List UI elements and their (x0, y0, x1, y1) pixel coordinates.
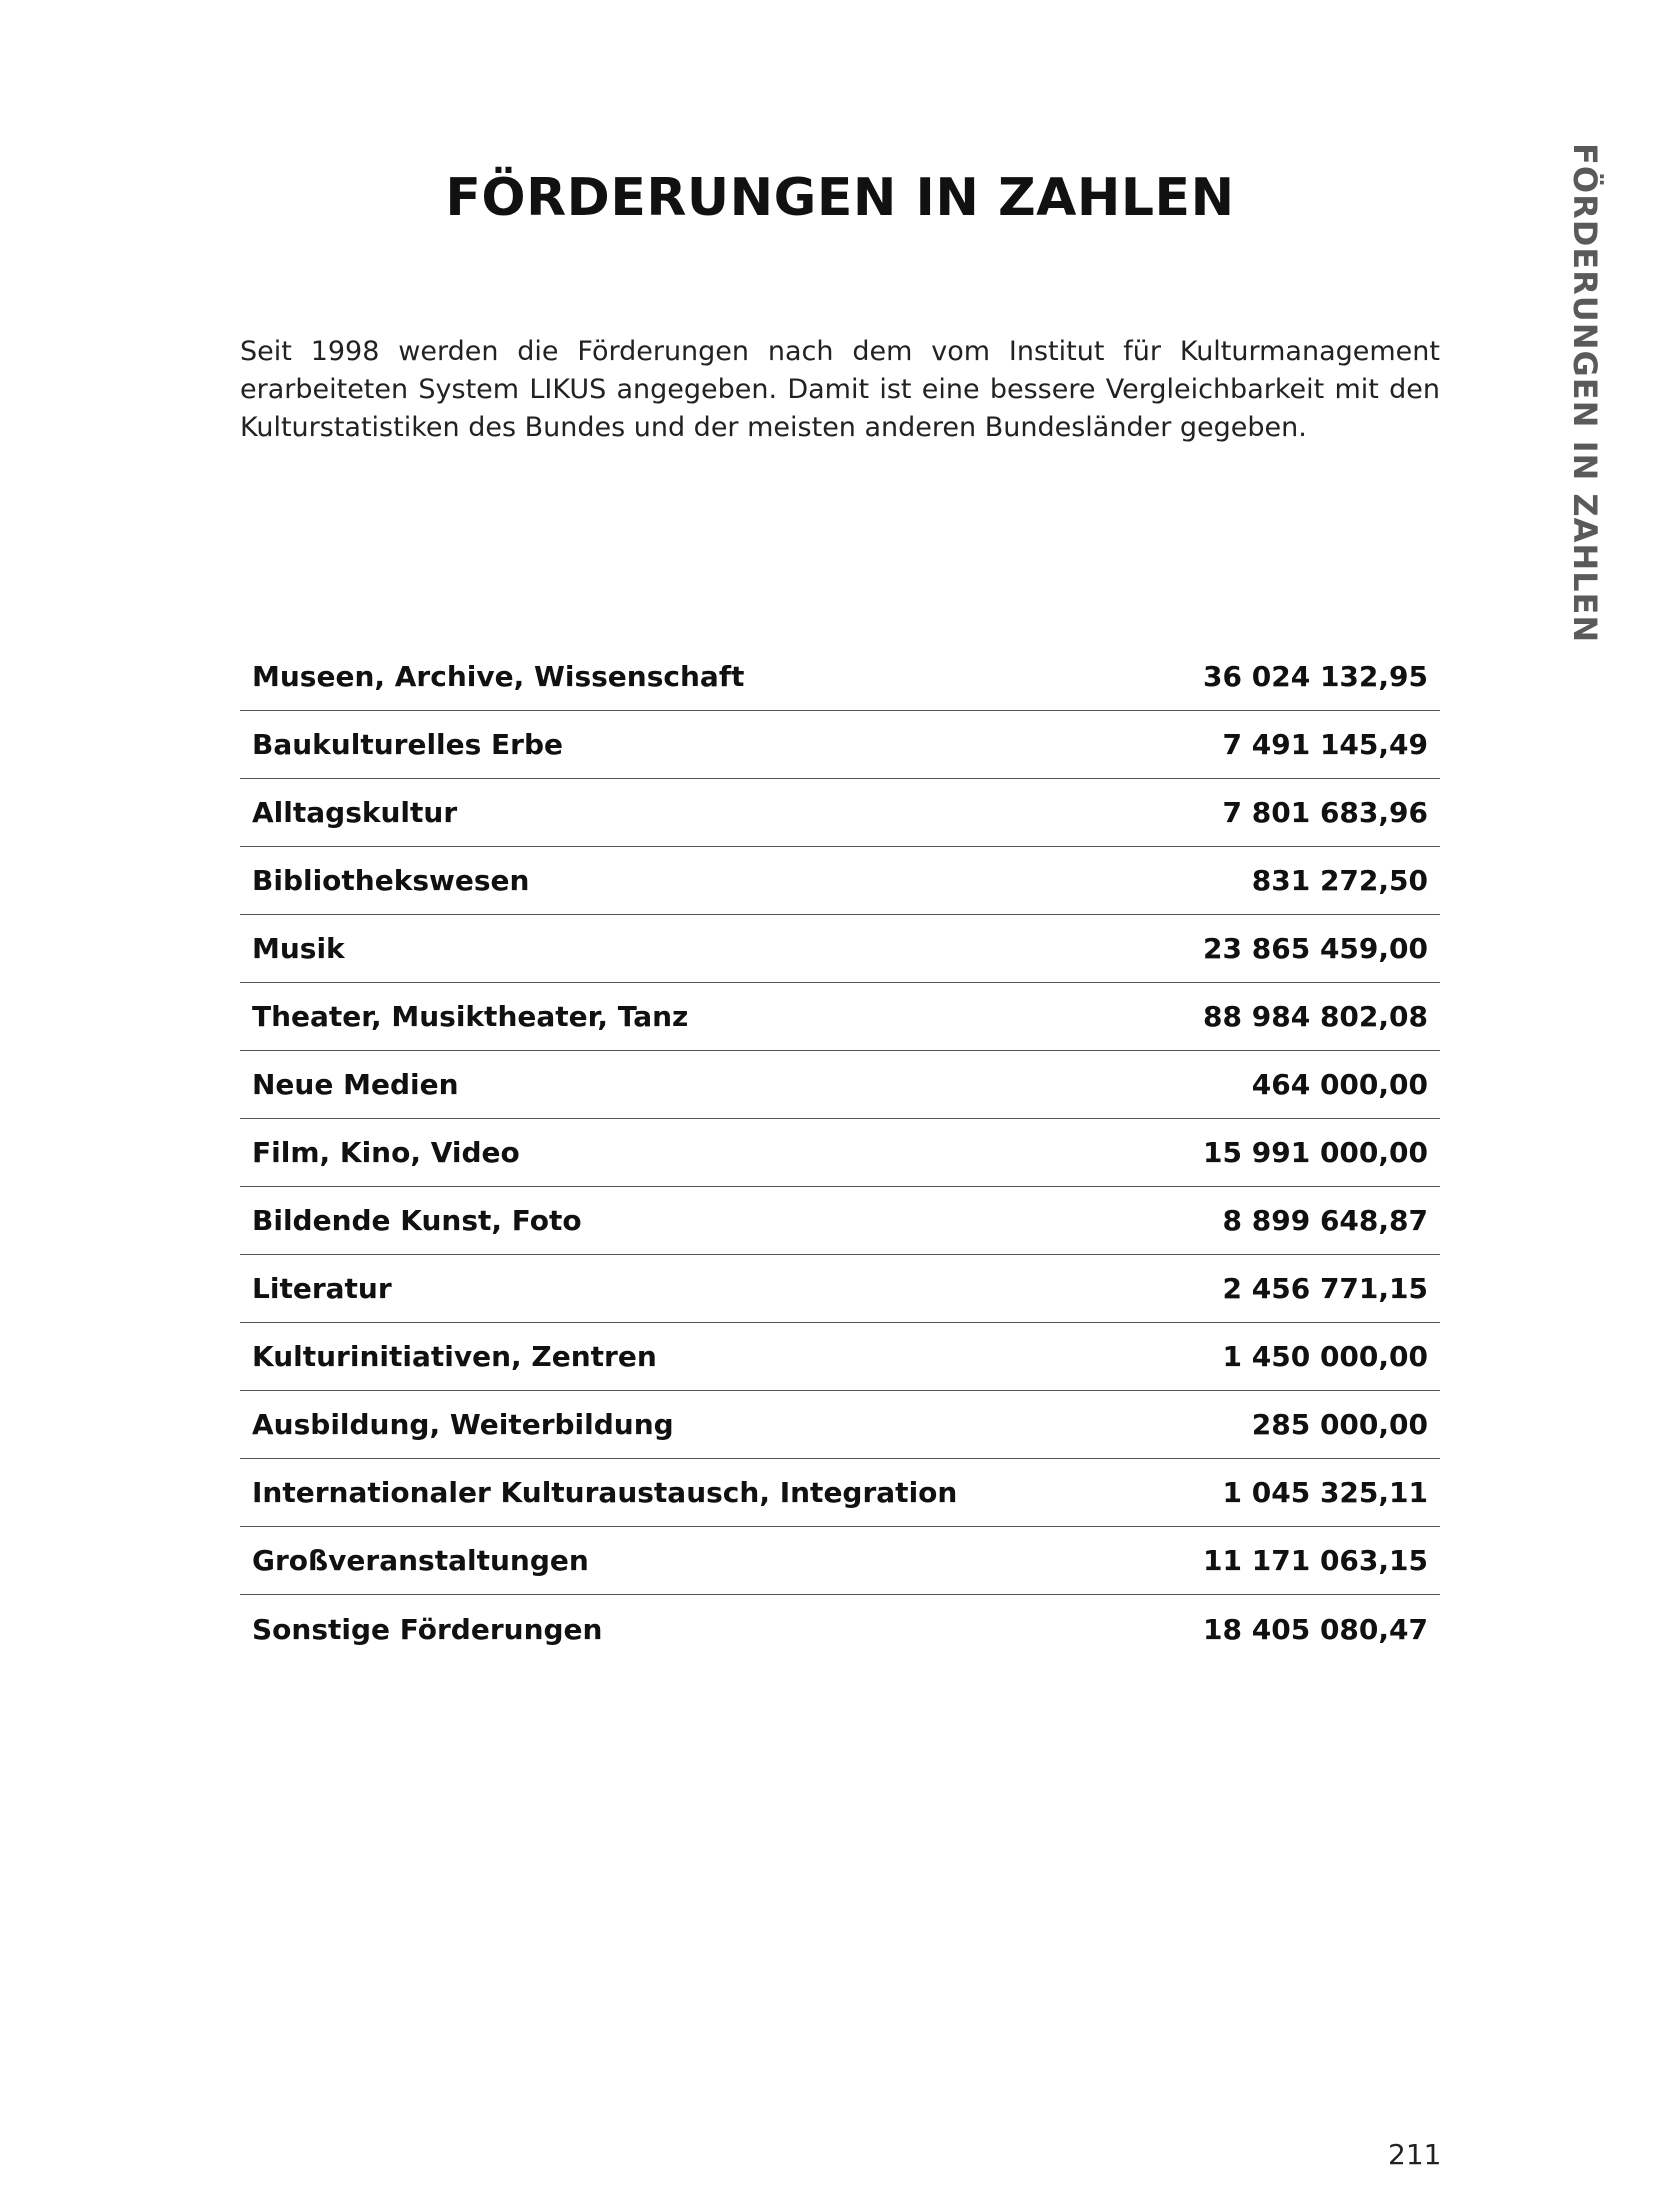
row-value: 18 405 080,47 (1203, 1612, 1428, 1646)
table-row (240, 1255, 1440, 1323)
table-row (240, 915, 1440, 983)
row-value: 11 171 063,15 (1203, 1544, 1428, 1577)
row-value: 464 000,00 (1251, 1068, 1428, 1101)
table-row (240, 1119, 1440, 1187)
side-running-title: FÖRDERUNGEN IN ZAHLEN (1566, 143, 1604, 644)
row-label: Neue Medien (252, 1068, 459, 1101)
row-value: 7 801 683,96 (1222, 796, 1428, 829)
table-row (240, 643, 1440, 711)
page-number: 211 (1388, 2138, 1442, 2171)
table-row (240, 1187, 1440, 1255)
row-value: 8 899 648,87 (1222, 1204, 1428, 1237)
row-label: Ausbildung, Weiterbildung (252, 1408, 674, 1441)
table-row (240, 983, 1440, 1051)
intro-paragraph: Seit 1998 werden die Förderungen nach dem vom Institut für Kulturmanagement erarbeiteten System LIKUS angegeben. Damit ist eine bessere Vergleichbarkeit mit den Kulturstatistiken des Bundes und der meisten anderen Bundesländer gegeben. (240, 336, 1440, 443)
row-label: Theater, Musiktheater, Tanz (252, 1000, 689, 1033)
row-value: 831 272,50 (1251, 864, 1428, 897)
row-value: 1 045 325,11 (1222, 1476, 1428, 1509)
row-value: 36 024 132,95 (1203, 660, 1428, 693)
table-row (240, 1459, 1440, 1527)
table-row (240, 1391, 1440, 1459)
page-title: FÖRDERUNGEN IN ZAHLEN (445, 168, 1235, 228)
row-label: Alltagskultur (252, 796, 458, 829)
table-row (240, 1527, 1440, 1595)
table-row (240, 711, 1440, 779)
row-label: Film, Kino, Video (252, 1136, 520, 1169)
table-row (240, 779, 1440, 847)
row-label: Großveranstaltungen (252, 1544, 589, 1577)
table-row (240, 847, 1440, 915)
row-value: 88 984 802,08 (1203, 1000, 1428, 1033)
row-label: Kulturinitiativen, Zentren (252, 1340, 657, 1373)
funding-table (240, 643, 1440, 1663)
row-label: Sonstige Förderungen (252, 1612, 603, 1646)
row-label: Musik (252, 932, 345, 965)
row-label: Bildende Kunst, Foto (252, 1204, 582, 1237)
row-label: Internationaler Kulturaustausch, Integration (252, 1476, 958, 1509)
row-value: 15 991 000,00 (1203, 1136, 1428, 1169)
table-row (240, 1051, 1440, 1119)
row-label: Museen, Archive, Wissenschaft (252, 660, 745, 693)
table-row (240, 1323, 1440, 1391)
row-label: Baukulturelles Erbe (252, 728, 564, 761)
row-value: 2 456 771,15 (1222, 1272, 1428, 1305)
row-label: Bibliothekswesen (252, 864, 530, 897)
row-value: 7 491 145,49 (1222, 728, 1428, 761)
table-row (240, 1595, 1440, 1663)
row-label: Literatur (252, 1272, 392, 1305)
row-value: 1 450 000,00 (1222, 1340, 1428, 1373)
row-value: 23 865 459,00 (1203, 932, 1428, 965)
row-value: 285 000,00 (1251, 1408, 1428, 1441)
